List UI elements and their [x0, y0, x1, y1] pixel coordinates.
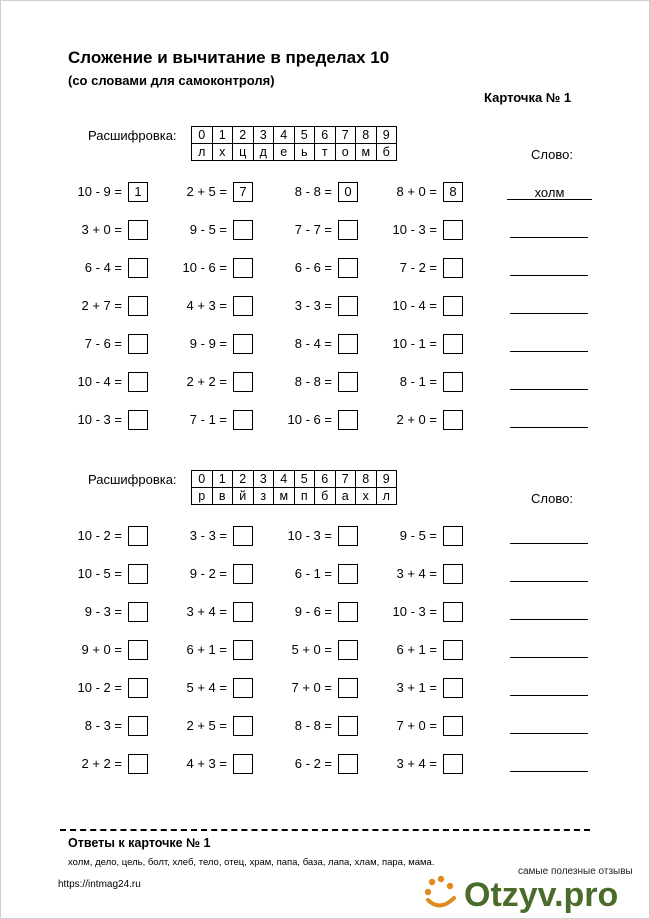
math-expression: 6 + 1 = [186, 642, 227, 657]
decode-digit: 4 [274, 471, 295, 488]
math-expression: 2 + 2 = [186, 374, 227, 389]
math-expression: 6 - 4 = [84, 260, 122, 275]
decode-letter: й [233, 488, 254, 505]
decode-letter: х [212, 144, 233, 161]
answer-box[interactable] [338, 716, 358, 736]
answer-box[interactable] [233, 220, 253, 240]
decode-letter: ь [294, 144, 315, 161]
decode-digit: 0 [192, 127, 213, 144]
answer-box[interactable] [443, 296, 463, 316]
answer-box[interactable] [233, 410, 253, 430]
answer-box[interactable] [128, 334, 148, 354]
word-answer-line[interactable] [510, 261, 588, 276]
math-expression: 10 - 1 = [392, 336, 437, 351]
word-answer-line[interactable] [510, 223, 588, 238]
word-answer-line[interactable] [510, 337, 588, 352]
math-expression: 5 + 4 = [186, 680, 227, 695]
math-expression: 9 + 0 = [81, 642, 122, 657]
math-expression: 3 + 4 = [186, 604, 227, 619]
decode-letter: з [253, 488, 274, 505]
math-expression: 3 + 4 = [396, 756, 437, 771]
answer-box[interactable] [338, 410, 358, 430]
decode-digit: 8 [356, 471, 377, 488]
decode-digit: 5 [294, 471, 315, 488]
math-expression: 6 + 1 = [396, 642, 437, 657]
math-expression: 7 - 7 = [294, 222, 332, 237]
math-expression: 3 - 3 = [294, 298, 332, 313]
math-expression: 10 - 3 = [392, 604, 437, 619]
answer-box[interactable] [338, 220, 358, 240]
brand-tagline: самые полезные отзывы [518, 866, 633, 877]
smile-icon [425, 876, 454, 906]
decode-letter: р [192, 488, 213, 505]
answer-box[interactable] [128, 678, 148, 698]
answer-box[interactable] [443, 678, 463, 698]
decode-digit: 8 [356, 127, 377, 144]
answer-box[interactable] [128, 640, 148, 660]
decode-digits-row [192, 471, 397, 488]
answer-box[interactable] [128, 716, 148, 736]
math-expression: 10 - 3 = [77, 412, 122, 427]
answer-box[interactable] [128, 526, 148, 546]
worksheet-subtitle: (со словами для самоконтроля) [68, 73, 275, 88]
answer-box[interactable] [338, 564, 358, 584]
math-expression: 10 - 6 = [182, 260, 227, 275]
answer-box[interactable] [338, 526, 358, 546]
decode-letters-row [192, 144, 397, 161]
word-answer-line[interactable] [510, 719, 588, 734]
math-expression: 10 - 9 = [77, 184, 122, 199]
answer-box[interactable] [338, 296, 358, 316]
math-expression: 10 - 3 = [392, 222, 437, 237]
math-expression: 8 - 8 = [294, 184, 332, 199]
math-expression: 8 - 8 = [294, 374, 332, 389]
word-answer-line[interactable] [510, 529, 588, 544]
answer-box[interactable] [233, 602, 253, 622]
decode-digits-row [192, 127, 397, 144]
math-expression: 6 - 6 = [294, 260, 332, 275]
decode-digit: 3 [253, 471, 274, 488]
math-expression: 10 - 2 = [77, 528, 122, 543]
math-expression: 7 - 6 = [84, 336, 122, 351]
word-label: Слово: [531, 147, 573, 162]
answers-list: холм, дело, цель, болт, хлеб, тело, отец, храм, папа, база, лапа, хлам, пара, мама. [68, 857, 435, 868]
decode-digit: 5 [294, 127, 315, 144]
answer-box[interactable] [443, 602, 463, 622]
word-answer-line[interactable] [510, 567, 588, 582]
math-expression: 2 + 7 = [81, 298, 122, 313]
decode-table [191, 470, 397, 505]
decode-letter: х [356, 488, 377, 505]
math-expression: 8 + 0 = [396, 184, 437, 199]
decode-letter: м [356, 144, 377, 161]
answer-box[interactable]: 0 [338, 182, 358, 202]
math-expression: 7 + 0 = [291, 680, 332, 695]
word-answer-line[interactable] [510, 605, 588, 620]
answer-box[interactable] [128, 372, 148, 392]
math-expression: 2 + 5 = [186, 184, 227, 199]
answer-box[interactable] [233, 678, 253, 698]
decode-letter: л [376, 488, 397, 505]
math-expression: 6 - 1 = [294, 566, 332, 581]
decode-digit: 0 [192, 471, 213, 488]
word-answer-line[interactable] [510, 375, 588, 390]
decode-label: Расшифровка: [88, 472, 177, 487]
decode-letter: ц [233, 144, 254, 161]
math-expression: 9 - 5 = [399, 528, 437, 543]
answer-box[interactable] [443, 258, 463, 278]
decode-digit: 7 [335, 127, 356, 144]
answer-box[interactable] [443, 640, 463, 660]
decode-digit: 3 [253, 127, 274, 144]
math-expression: 3 + 0 = [81, 222, 122, 237]
answer-box[interactable] [443, 410, 463, 430]
math-expression: 2 + 2 = [81, 756, 122, 771]
decode-letter: б [376, 144, 397, 161]
answer-box[interactable] [338, 372, 358, 392]
answer-box[interactable] [128, 564, 148, 584]
answer-box[interactable] [443, 526, 463, 546]
word-answer-line[interactable] [510, 681, 588, 696]
math-expression: 2 + 0 = [396, 412, 437, 427]
decode-digit: 2 [233, 471, 254, 488]
math-expression: 3 - 3 = [189, 528, 227, 543]
decode-digit: 6 [315, 471, 336, 488]
logo-text: Otzyv.pro [464, 876, 619, 914]
answer-box[interactable] [128, 410, 148, 430]
math-expression: 5 + 0 = [291, 642, 332, 657]
answer-box[interactable] [443, 372, 463, 392]
decode-digit: 1 [212, 471, 233, 488]
answer-box[interactable] [443, 334, 463, 354]
answer-box[interactable] [233, 640, 253, 660]
decode-digit: 9 [376, 127, 397, 144]
answer-box[interactable] [338, 678, 358, 698]
answer-box[interactable]: 8 [443, 182, 463, 202]
math-expression: 9 - 5 = [189, 222, 227, 237]
math-expression: 10 - 4 = [77, 374, 122, 389]
math-expression: 8 - 8 = [294, 718, 332, 733]
answer-box[interactable] [233, 296, 253, 316]
answer-box[interactable]: 7 [233, 182, 253, 202]
answer-box[interactable] [233, 526, 253, 546]
math-expression: 9 - 6 = [294, 604, 332, 619]
decode-digit: 2 [233, 127, 254, 144]
math-expression: 3 + 4 = [396, 566, 437, 581]
answer-box[interactable]: 1 [128, 182, 148, 202]
answer-box[interactable] [443, 220, 463, 240]
math-expression: 8 - 3 = [84, 718, 122, 733]
math-expression: 10 - 3 = [287, 528, 332, 543]
answer-box[interactable] [128, 220, 148, 240]
answer-box[interactable] [128, 258, 148, 278]
math-expression: 7 - 1 = [189, 412, 227, 427]
math-expression: 6 - 2 = [294, 756, 332, 771]
decode-letter: е [274, 144, 295, 161]
answer-box[interactable] [233, 258, 253, 278]
answer-box[interactable] [128, 296, 148, 316]
decode-letter: о [335, 144, 356, 161]
decode-letter: л [192, 144, 213, 161]
math-expression: 10 - 2 = [77, 680, 122, 695]
word-answer-line[interactable]: холм [507, 185, 592, 200]
answers-title: Ответы к карточке № 1 [68, 836, 211, 850]
answer-box[interactable] [233, 716, 253, 736]
answer-box[interactable] [128, 602, 148, 622]
math-expression: 10 - 6 = [287, 412, 332, 427]
decode-digit: 9 [376, 471, 397, 488]
math-expression: 8 - 4 = [294, 336, 332, 351]
decode-letters-row [192, 488, 397, 505]
answer-box[interactable] [128, 754, 148, 774]
answer-box[interactable] [233, 334, 253, 354]
math-expression: 7 + 0 = [396, 718, 437, 733]
decode-digit: 4 [274, 127, 295, 144]
answer-box[interactable] [338, 258, 358, 278]
math-expression: 7 - 2 = [399, 260, 437, 275]
decode-letter: т [315, 144, 336, 161]
math-expression: 10 - 4 = [392, 298, 437, 313]
word-label: Слово: [531, 491, 573, 506]
answer-box[interactable] [338, 334, 358, 354]
math-expression: 2 + 5 = [186, 718, 227, 733]
answer-box[interactable] [443, 754, 463, 774]
decode-letter: а [335, 488, 356, 505]
word-answer-line[interactable] [510, 757, 588, 772]
math-expression: 4 + 3 = [186, 298, 227, 313]
decode-letter: м [274, 488, 295, 505]
answer-box[interactable] [443, 716, 463, 736]
answer-box[interactable] [233, 564, 253, 584]
answer-box[interactable] [338, 602, 358, 622]
word-answer-line[interactable] [510, 643, 588, 658]
decode-label: Расшифровка: [88, 128, 177, 143]
answer-box[interactable] [338, 754, 358, 774]
decode-digit: 1 [212, 127, 233, 144]
decode-letter: в [212, 488, 233, 505]
word-answer-line[interactable] [510, 413, 588, 428]
math-expression: 9 - 3 = [84, 604, 122, 619]
decode-digit: 6 [315, 127, 336, 144]
dashed-divider [60, 829, 590, 831]
math-expression: 9 - 9 = [189, 336, 227, 351]
decode-digit: 7 [335, 471, 356, 488]
answer-box[interactable] [233, 372, 253, 392]
math-expression: 3 + 1 = [396, 680, 437, 695]
math-expression: 9 - 2 = [189, 566, 227, 581]
decode-letter: п [294, 488, 315, 505]
word-answer-line[interactable] [510, 299, 588, 314]
answer-box[interactable] [443, 564, 463, 584]
decode-letter: д [253, 144, 274, 161]
answer-box[interactable] [338, 640, 358, 660]
math-expression: 4 + 3 = [186, 756, 227, 771]
card-number: Карточка № 1 [484, 90, 572, 105]
math-expression: 10 - 5 = [77, 566, 122, 581]
site-url[interactable]: https://intmag24.ru [58, 879, 141, 890]
decode-letter: б [315, 488, 336, 505]
answer-box[interactable] [233, 754, 253, 774]
math-expression: 8 - 1 = [399, 374, 437, 389]
decode-table [191, 126, 397, 161]
worksheet-title: Сложение и вычитание в пределах 10 [68, 48, 390, 67]
otzyv-logo[interactable] [422, 870, 647, 916]
